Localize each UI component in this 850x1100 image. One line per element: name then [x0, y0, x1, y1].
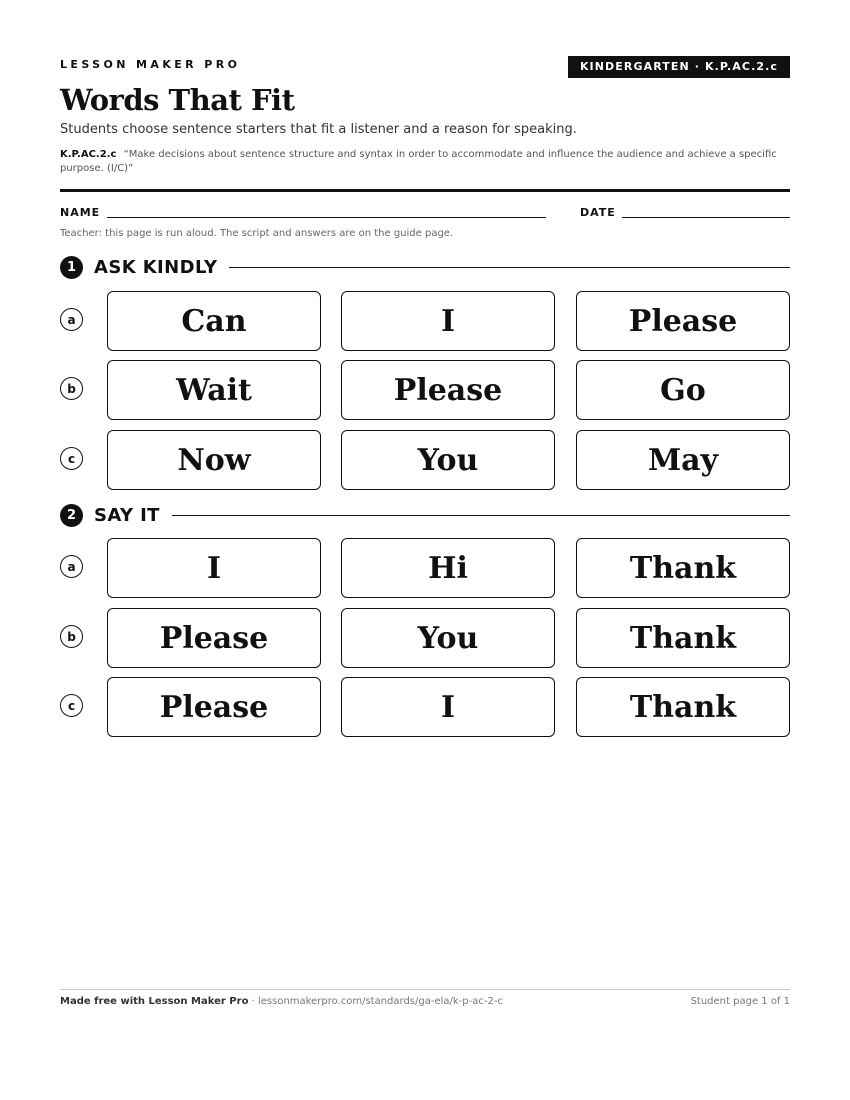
- word-card[interactable]: Wait: [107, 360, 321, 420]
- word-card[interactable]: Please: [341, 360, 555, 420]
- section-ask-kindly-header: [60, 255, 790, 279]
- word-card[interactable]: Go: [576, 360, 790, 420]
- word-card[interactable]: I: [107, 538, 321, 598]
- word-card[interactable]: Thank: [576, 677, 790, 737]
- standard-code: K.P.AC.2.c: [60, 149, 117, 160]
- row-letter-badge: c: [60, 447, 83, 470]
- word-card[interactable]: Please: [107, 608, 321, 668]
- page-subtitle: Students choose sentence starters that fit a listener and a reason for speaking.: [60, 122, 577, 137]
- question-row: [60, 360, 790, 420]
- word-card[interactable]: I: [341, 677, 555, 737]
- word-card[interactable]: You: [341, 608, 555, 668]
- row-letter-badge: a: [60, 308, 83, 331]
- word-card[interactable]: Please: [107, 677, 321, 737]
- word-card[interactable]: Hi: [341, 538, 555, 598]
- date-label: DATE: [580, 206, 616, 219]
- section-number-badge: 2: [60, 504, 83, 527]
- name-field-line[interactable]: [107, 217, 546, 218]
- teacher-note: Teacher: this page is run aloud. The script and answers are on the guide page.: [60, 228, 454, 239]
- date-field-line[interactable]: [622, 217, 790, 218]
- row-letter-badge: b: [60, 377, 83, 400]
- question-row: [60, 291, 790, 351]
- name-label: NAME: [60, 206, 101, 219]
- word-card[interactable]: Now: [107, 430, 321, 490]
- section-say-it-header: [60, 503, 790, 527]
- section-number-badge: 1: [60, 256, 83, 279]
- word-card[interactable]: Thank: [576, 538, 790, 598]
- question-row: [60, 608, 790, 668]
- word-card[interactable]: Can: [107, 291, 321, 351]
- word-card[interactable]: I: [341, 291, 555, 351]
- standard-description: [60, 148, 790, 176]
- footer-made-with: Made free with Lesson Maker Pro: [60, 996, 249, 1007]
- question-row: [60, 677, 790, 737]
- standard-text: “Make decisions about sentence structure and syntax in order to accommodate and influence the audience and achieve a specific purpose. (I/C)”: [60, 149, 777, 174]
- word-card[interactable]: Please: [576, 291, 790, 351]
- footer-url-link[interactable]: · lessonmakerpro.com/standards/ga-ela/k-p-ac-2-c: [251, 996, 503, 1007]
- brand-name: LESSON MAKER PRO: [60, 58, 241, 71]
- section-title: SAY IT: [94, 504, 160, 526]
- section-rule: [172, 515, 790, 516]
- row-letter-badge: a: [60, 555, 83, 578]
- footer-page-number: Student page 1 of 1: [690, 996, 790, 1007]
- word-card[interactable]: You: [341, 430, 555, 490]
- word-card[interactable]: Thank: [576, 608, 790, 668]
- question-row: [60, 538, 790, 598]
- section-title: ASK KINDLY: [94, 256, 218, 278]
- footer-divider: [60, 989, 790, 990]
- page-title: Words That Fit: [60, 83, 295, 117]
- row-letter-badge: c: [60, 694, 83, 717]
- word-card[interactable]: May: [576, 430, 790, 490]
- row-letter-badge: b: [60, 625, 83, 648]
- grade-badge: KINDERGARTEN · K.P.AC.2.c: [568, 56, 790, 78]
- footer-credit: [60, 996, 503, 1007]
- header-divider: [60, 189, 790, 192]
- section-rule: [229, 267, 790, 268]
- question-row: [60, 430, 790, 490]
